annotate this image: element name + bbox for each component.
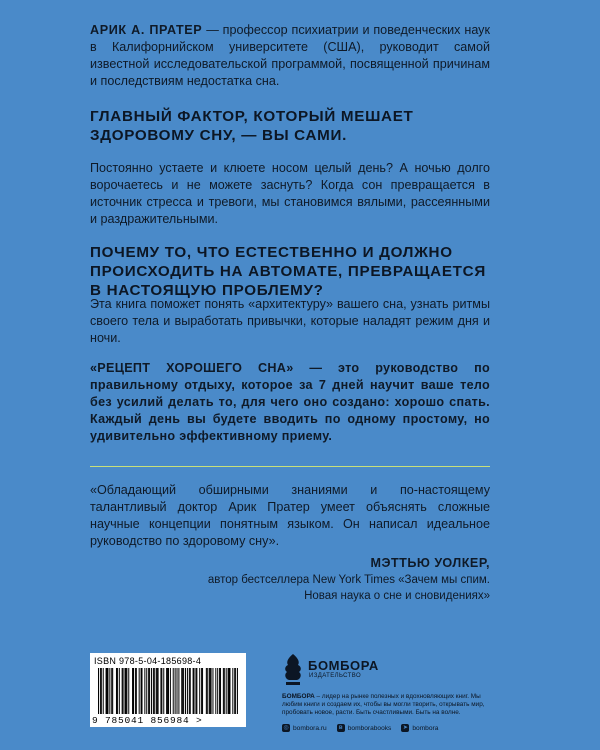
barcode-bar <box>196 668 197 714</box>
barcode-bar <box>232 668 233 714</box>
barcode-bar <box>212 668 213 714</box>
quote-source: автор бестселлера New York Times «Зачем мы спим. Новая наука о сне и сновидениях» <box>207 574 490 602</box>
barcode-bar <box>103 668 104 714</box>
barcode-bar <box>237 668 238 714</box>
barcode-bar <box>122 668 123 714</box>
barcode-bar <box>199 668 200 714</box>
barcode-bar <box>153 668 154 714</box>
barcode-bars <box>98 668 238 714</box>
barcode-bar <box>142 668 143 714</box>
barcode-bar <box>119 668 120 714</box>
barcode-bar <box>146 668 147 714</box>
barcode-bar <box>160 668 161 714</box>
barcode-bar <box>163 668 164 714</box>
barcode-bar <box>217 668 218 714</box>
barcode-bar <box>207 668 208 714</box>
barcode-bar <box>136 668 137 714</box>
publisher-name: БОМБОРА <box>308 658 379 673</box>
social-telegram[interactable] <box>401 724 438 732</box>
barcode-bar <box>201 668 202 714</box>
barcode-bar <box>229 668 230 714</box>
barcode-bar <box>170 668 171 714</box>
barcode-bar <box>166 668 167 714</box>
barcode-bar <box>109 668 110 714</box>
barcode-bar <box>219 668 220 714</box>
paragraph-book-purpose: Эта книга поможет понять «архитектуру» вашего сна, узнать ритмы своего тела и выработать привычки, которые наладят режим дня и ночи. <box>90 297 490 345</box>
bombora-logo-icon <box>282 652 304 686</box>
barcode-bar <box>116 668 117 714</box>
barcode-bar <box>215 668 216 714</box>
barcode-bar <box>135 668 136 714</box>
barcode-bar <box>117 668 118 714</box>
barcode-bar <box>101 668 102 714</box>
social-website[interactable] <box>282 724 327 732</box>
barcode-bar <box>125 668 126 714</box>
barcode-bar <box>210 668 211 714</box>
publisher-logo <box>282 650 402 688</box>
barcode-bar <box>128 668 129 714</box>
barcode-bar <box>156 668 157 714</box>
barcode-bar <box>158 668 159 714</box>
barcode-bar <box>178 668 179 714</box>
barcode-bar <box>209 668 210 714</box>
barcode-bar <box>149 668 150 714</box>
barcode-bar <box>100 668 101 714</box>
publisher-description-name: БОМБОРА <box>282 693 315 700</box>
barcode-bar <box>177 668 178 714</box>
review-quote: «Обладающий обширными знаниями и по-настоящему талантливый доктор Арик Пратер умеет объяснять сложные научные концепции понятным языком. Он написал идеальное руководство по здоровому сну». <box>90 483 490 548</box>
quote-author: МЭТТЬЮ УОЛКЕР, <box>370 556 490 570</box>
barcode-bar <box>194 668 195 714</box>
barcode-bar <box>193 668 194 714</box>
barcode-bar <box>144 668 145 714</box>
barcode-bar <box>148 668 149 714</box>
paragraph-book-description: «РЕЦЕПТ ХОРОШЕГО СНА» — это руководство по правильному отдыху, которое за 7 дней научит ваше тело без усилий делать то, для чего оно создано: хорошо спать. Каждый день вы будете вводить по одному простому, но удивительно эффективному приему. <box>90 361 490 443</box>
barcode-bar <box>106 668 107 714</box>
barcode-bar <box>229 668 230 714</box>
barcode-bar <box>168 668 169 714</box>
barcode-bar <box>139 668 140 714</box>
publisher-subtitle: ИЗДАТЕЛЬСТВО <box>309 673 362 679</box>
telegram-icon: ➤ <box>402 725 408 731</box>
barcode-bar <box>107 668 108 714</box>
barcode-bar <box>111 668 112 714</box>
barcode-bar <box>98 668 99 714</box>
barcode-bar <box>161 668 162 714</box>
social-telegram-label: bombora <box>412 724 439 732</box>
barcode-bar <box>181 668 182 714</box>
isbn-barcode <box>90 653 246 727</box>
headline-question: ПОЧЕМУ ТО, ЧТО ЕСТЕСТВЕННО И ДОЛЖНО ПРОИСХОДИТЬ НА АВТОМАТЕ, ПРЕВРАЩАЕТСЯ В НАСТОЯЩУЮ ПРОБЛЕМУ? <box>90 244 486 299</box>
publisher-description <box>282 693 492 718</box>
headline-main: ГЛАВНЫЙ ФАКТОР, КОТОРЫЙ МЕШАЕТ ЗДОРОВОМУ СНУ, — ВЫ САМИ. <box>90 108 414 144</box>
isbn-text: ISBN 978-5-04-185698-4 <box>94 656 202 666</box>
barcode-bar <box>175 668 176 714</box>
barcode-bar <box>173 668 174 714</box>
barcode-bar <box>202 668 203 714</box>
barcode-bar <box>123 668 124 714</box>
barcode-bar <box>112 668 113 714</box>
barcode-bar <box>224 668 225 714</box>
barcode-bar <box>154 668 155 714</box>
vk-icon: в <box>337 724 345 732</box>
barcode-bar <box>151 668 152 714</box>
barcode-bar <box>234 668 235 714</box>
barcode-bar <box>183 668 184 714</box>
barcode-bar <box>187 668 188 714</box>
barcode-bar <box>206 668 207 714</box>
barcode-bar <box>133 668 134 714</box>
social-vk-label: bomborabooks <box>347 724 392 732</box>
paragraph-intro: Постоянно устаете и клюете носом целый день? А ночью долго ворочаетесь и не можете заснуть? Когда сон превращается в источник стресса и тревоги, мы становимся вялыми, рассеянными и раздражительными. <box>90 161 490 226</box>
barcode-bar <box>124 668 125 714</box>
barcode-bar <box>211 668 212 714</box>
barcode-bar <box>167 668 168 714</box>
barcode-bar <box>223 668 224 714</box>
barcode-bar <box>226 668 227 714</box>
author-name: АРИК А. ПРАТЕР <box>90 23 203 37</box>
barcode-bar <box>157 668 158 714</box>
barcode-bar <box>228 668 229 714</box>
section-divider <box>90 466 490 467</box>
barcode-bar <box>107 668 108 714</box>
barcode-bar <box>235 668 236 714</box>
barcode-bar <box>132 668 133 714</box>
barcode-bar <box>190 668 191 714</box>
ean-number: 9 785041 856984 > <box>92 715 203 726</box>
barcode-bar <box>195 668 196 714</box>
author-intro <box>90 22 490 90</box>
publisher-description-text: – лидер на рынке полезных и вдохновляющих книг. Мы любим книги и создаем их, чтобы вы могли творить, открывать мир, пробовать новое, расти. Быть счастливыми. Быть на волне. <box>282 693 485 717</box>
barcode-bar <box>220 668 221 714</box>
globe-icon: ◎ <box>283 725 289 731</box>
publisher-socials <box>282 723 492 733</box>
barcode-bar <box>189 668 190 714</box>
barcode-bar <box>182 668 183 714</box>
author-bio: — профессор психиатрии и поведенческих наук в Калифорнийском университете (США), руководит самой известной исследовательской программой, посвященной причинам и последствиям недостатка сна. <box>90 23 490 88</box>
barcode-bar <box>141 668 142 714</box>
social-website-label: bombora.ru <box>293 724 327 732</box>
barcode-bar <box>185 668 186 714</box>
barcode-bar <box>126 668 127 714</box>
social-vk[interactable] <box>337 724 392 732</box>
